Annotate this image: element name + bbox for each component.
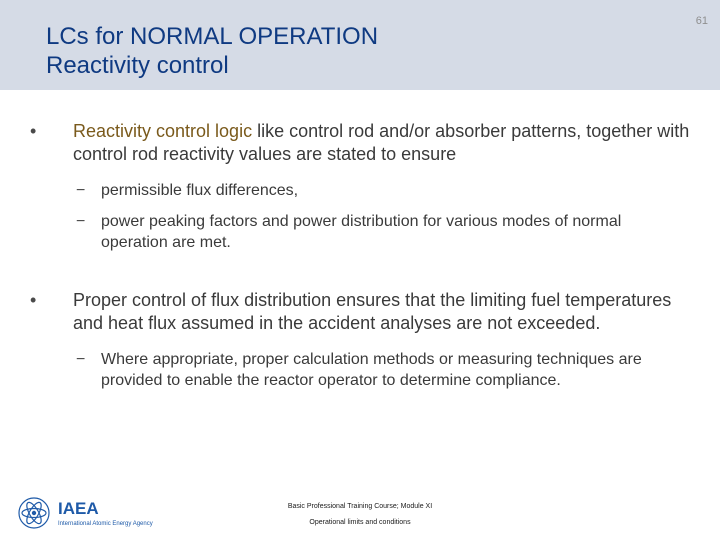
slide-title — [46, 22, 378, 80]
footer-course: Basic Professional Training Course; Module XI — [287, 503, 433, 510]
iaea-logo — [16, 495, 186, 531]
footer-topic: Operational limits and conditions — [309, 519, 411, 526]
sub-item — [30, 211, 690, 253]
sub-item-text: power peaking factors and power distribution for various modes of normal operation are met. — [101, 213, 622, 251]
dash-marker: − — [76, 182, 86, 199]
sub-item-text: Where appropriate, proper calculation methods or measuring techniques are provided to enable the reactor operator to determine compliance. — [101, 351, 642, 389]
atom-emblem-icon — [19, 498, 49, 528]
sub-item — [30, 180, 690, 201]
sub-item-text: permissible flux differences, — [101, 182, 299, 199]
bullet-item — [30, 289, 690, 335]
logo-subtext: International Atomic Energy Agency — [58, 521, 153, 527]
page-number: 61 — [695, 15, 708, 27]
bullet-item — [30, 120, 690, 166]
sub-item — [30, 349, 690, 391]
bullet-text: Proper control of flux distribution ensures that the limiting fuel temperatures and heat flux assumed in the accident analyses are not exceeded. — [73, 290, 672, 333]
slide-title-line-2: Reactivity control — [46, 52, 229, 79]
dash-marker: − — [76, 213, 86, 230]
dash-marker: − — [76, 351, 86, 368]
bullet-highlight: Reactivity control logic — [73, 121, 253, 141]
bullet-marker: • — [30, 290, 37, 310]
logo-text: IAEA — [58, 499, 99, 518]
slide-content — [30, 120, 690, 391]
bullet-text: like control rod and/or absorber patterns, together with control rod reactivity values are stated to ensure — [73, 121, 690, 164]
slide-title-line-1: LCs for NORMAL OPERATION — [46, 23, 379, 50]
bullet-marker: • — [30, 121, 37, 141]
